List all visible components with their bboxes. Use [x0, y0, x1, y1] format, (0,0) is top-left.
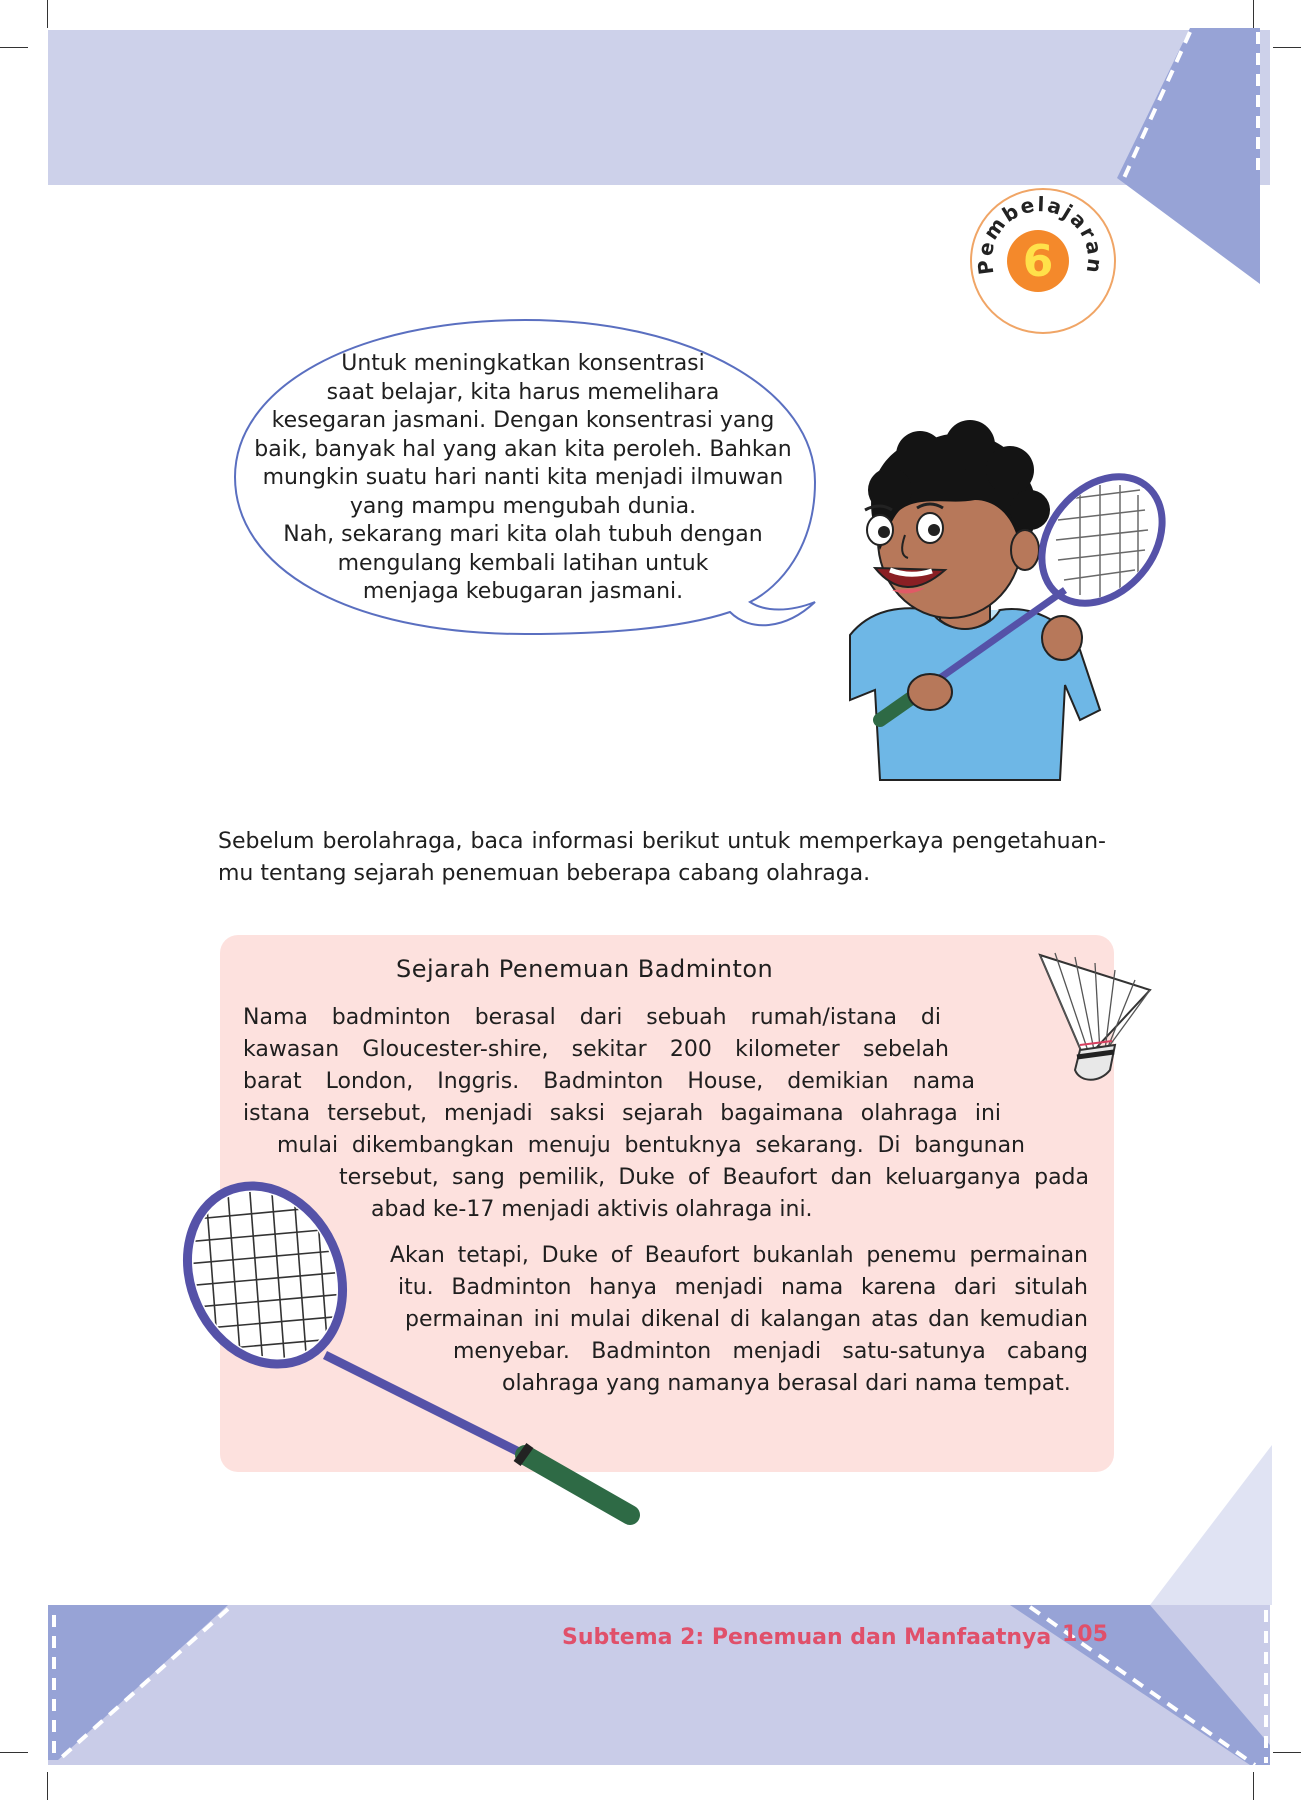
paragraph-line: Akan tetapi, Duke of Beaufort bukanlah penemu permainan — [390, 1243, 1088, 1268]
bubble-line: baik, banyak hal yang akan kita peroleh. Bahkan — [254, 436, 792, 462]
page-number: 105 — [1062, 1622, 1108, 1647]
paragraph-line: Nama badminton berasal dari sebuah rumah/istana di — [243, 1005, 941, 1030]
paragraph-line: abad ke-17 menjadi aktivis olahraga ini. — [371, 1197, 813, 1222]
paragraph-line: itu. Badminton hanya menjadi nama karena dari situlah — [398, 1275, 1088, 1300]
crop-mark — [1253, 0, 1254, 28]
crop-mark — [47, 1772, 48, 1800]
crop-mark — [1253, 1772, 1254, 1800]
footer-subtheme: Subtema 2: Penemuan dan Manfaatnya — [562, 1625, 1052, 1650]
paragraph-line: permainan ini mulai dikenal di kalangan atas dan kemudian — [405, 1307, 1088, 1332]
paragraph-line: istana tersebut, menjadi saksi sejarah bagaimana olahraga ini — [243, 1101, 1001, 1126]
crop-mark — [0, 1752, 28, 1753]
paragraph-line: tersebut, sang pemilik, Duke of Beaufort dan keluarganya pada — [339, 1165, 1089, 1190]
boy-illustration — [780, 420, 1180, 785]
bubble-line: menjaga kebugaran jasmani. — [362, 579, 684, 604]
paragraph-line: olahraga yang namanya berasal dari nama tempat. — [502, 1371, 1071, 1396]
bubble-line: mengulang kembali latihan untuk — [337, 550, 709, 576]
paragraph-line: mulai dikembangkan menuju bentuknya sekarang. Di bangunan — [277, 1133, 1025, 1158]
paragraph-line: kawasan Gloucester-shire, sekitar 200 kilometer sebelah — [243, 1037, 949, 1062]
bubble-line: saat belajar, kita harus memelihara — [326, 379, 720, 405]
paragraph-line: barat London, Inggris. Badminton House, demikian nama — [243, 1069, 975, 1094]
bubble-line: kesegaran jasmani. Dengan konsentrasi yang — [271, 408, 775, 433]
bubble-line: yang mampu mengubah dunia. — [349, 493, 697, 519]
header-decoration — [1110, 28, 1280, 284]
crop-mark — [47, 0, 48, 28]
intro-paragraph: Sebelum berolahraga, baca informasi berikut untuk memperkaya pengetahuan-mu tentang sejarah penemuan beberapa cabang olahraga. — [218, 829, 1106, 886]
header-band — [48, 30, 1270, 185]
footer-decoration-left — [48, 1605, 238, 1765]
footer-decoration-right — [1010, 1445, 1272, 1765]
info-box-title: Sejarah Penemuan Badminton — [396, 955, 774, 983]
speech-bubble-text — [238, 350, 808, 607]
bubble-line: Untuk meningkatkan konsentrasi — [341, 351, 705, 376]
lesson-number: 6 — [1007, 230, 1069, 292]
paragraph-line: menyebar. Badminton menjadi satu-satunya cabang — [453, 1339, 1088, 1364]
crop-mark — [1273, 1752, 1301, 1753]
bubble-line: mungkin suatu hari nanti kita menjadi ilmuwan — [262, 465, 784, 490]
bubble-line: Nah, sekarang mari kita olah tubuh dengan — [283, 522, 763, 547]
crop-mark — [0, 47, 28, 48]
racket-illustration — [165, 1180, 655, 1540]
shuttlecock-illustration — [1030, 945, 1165, 1095]
svg-text:Pembelajaran: Pembelajaran — [972, 192, 1108, 277]
